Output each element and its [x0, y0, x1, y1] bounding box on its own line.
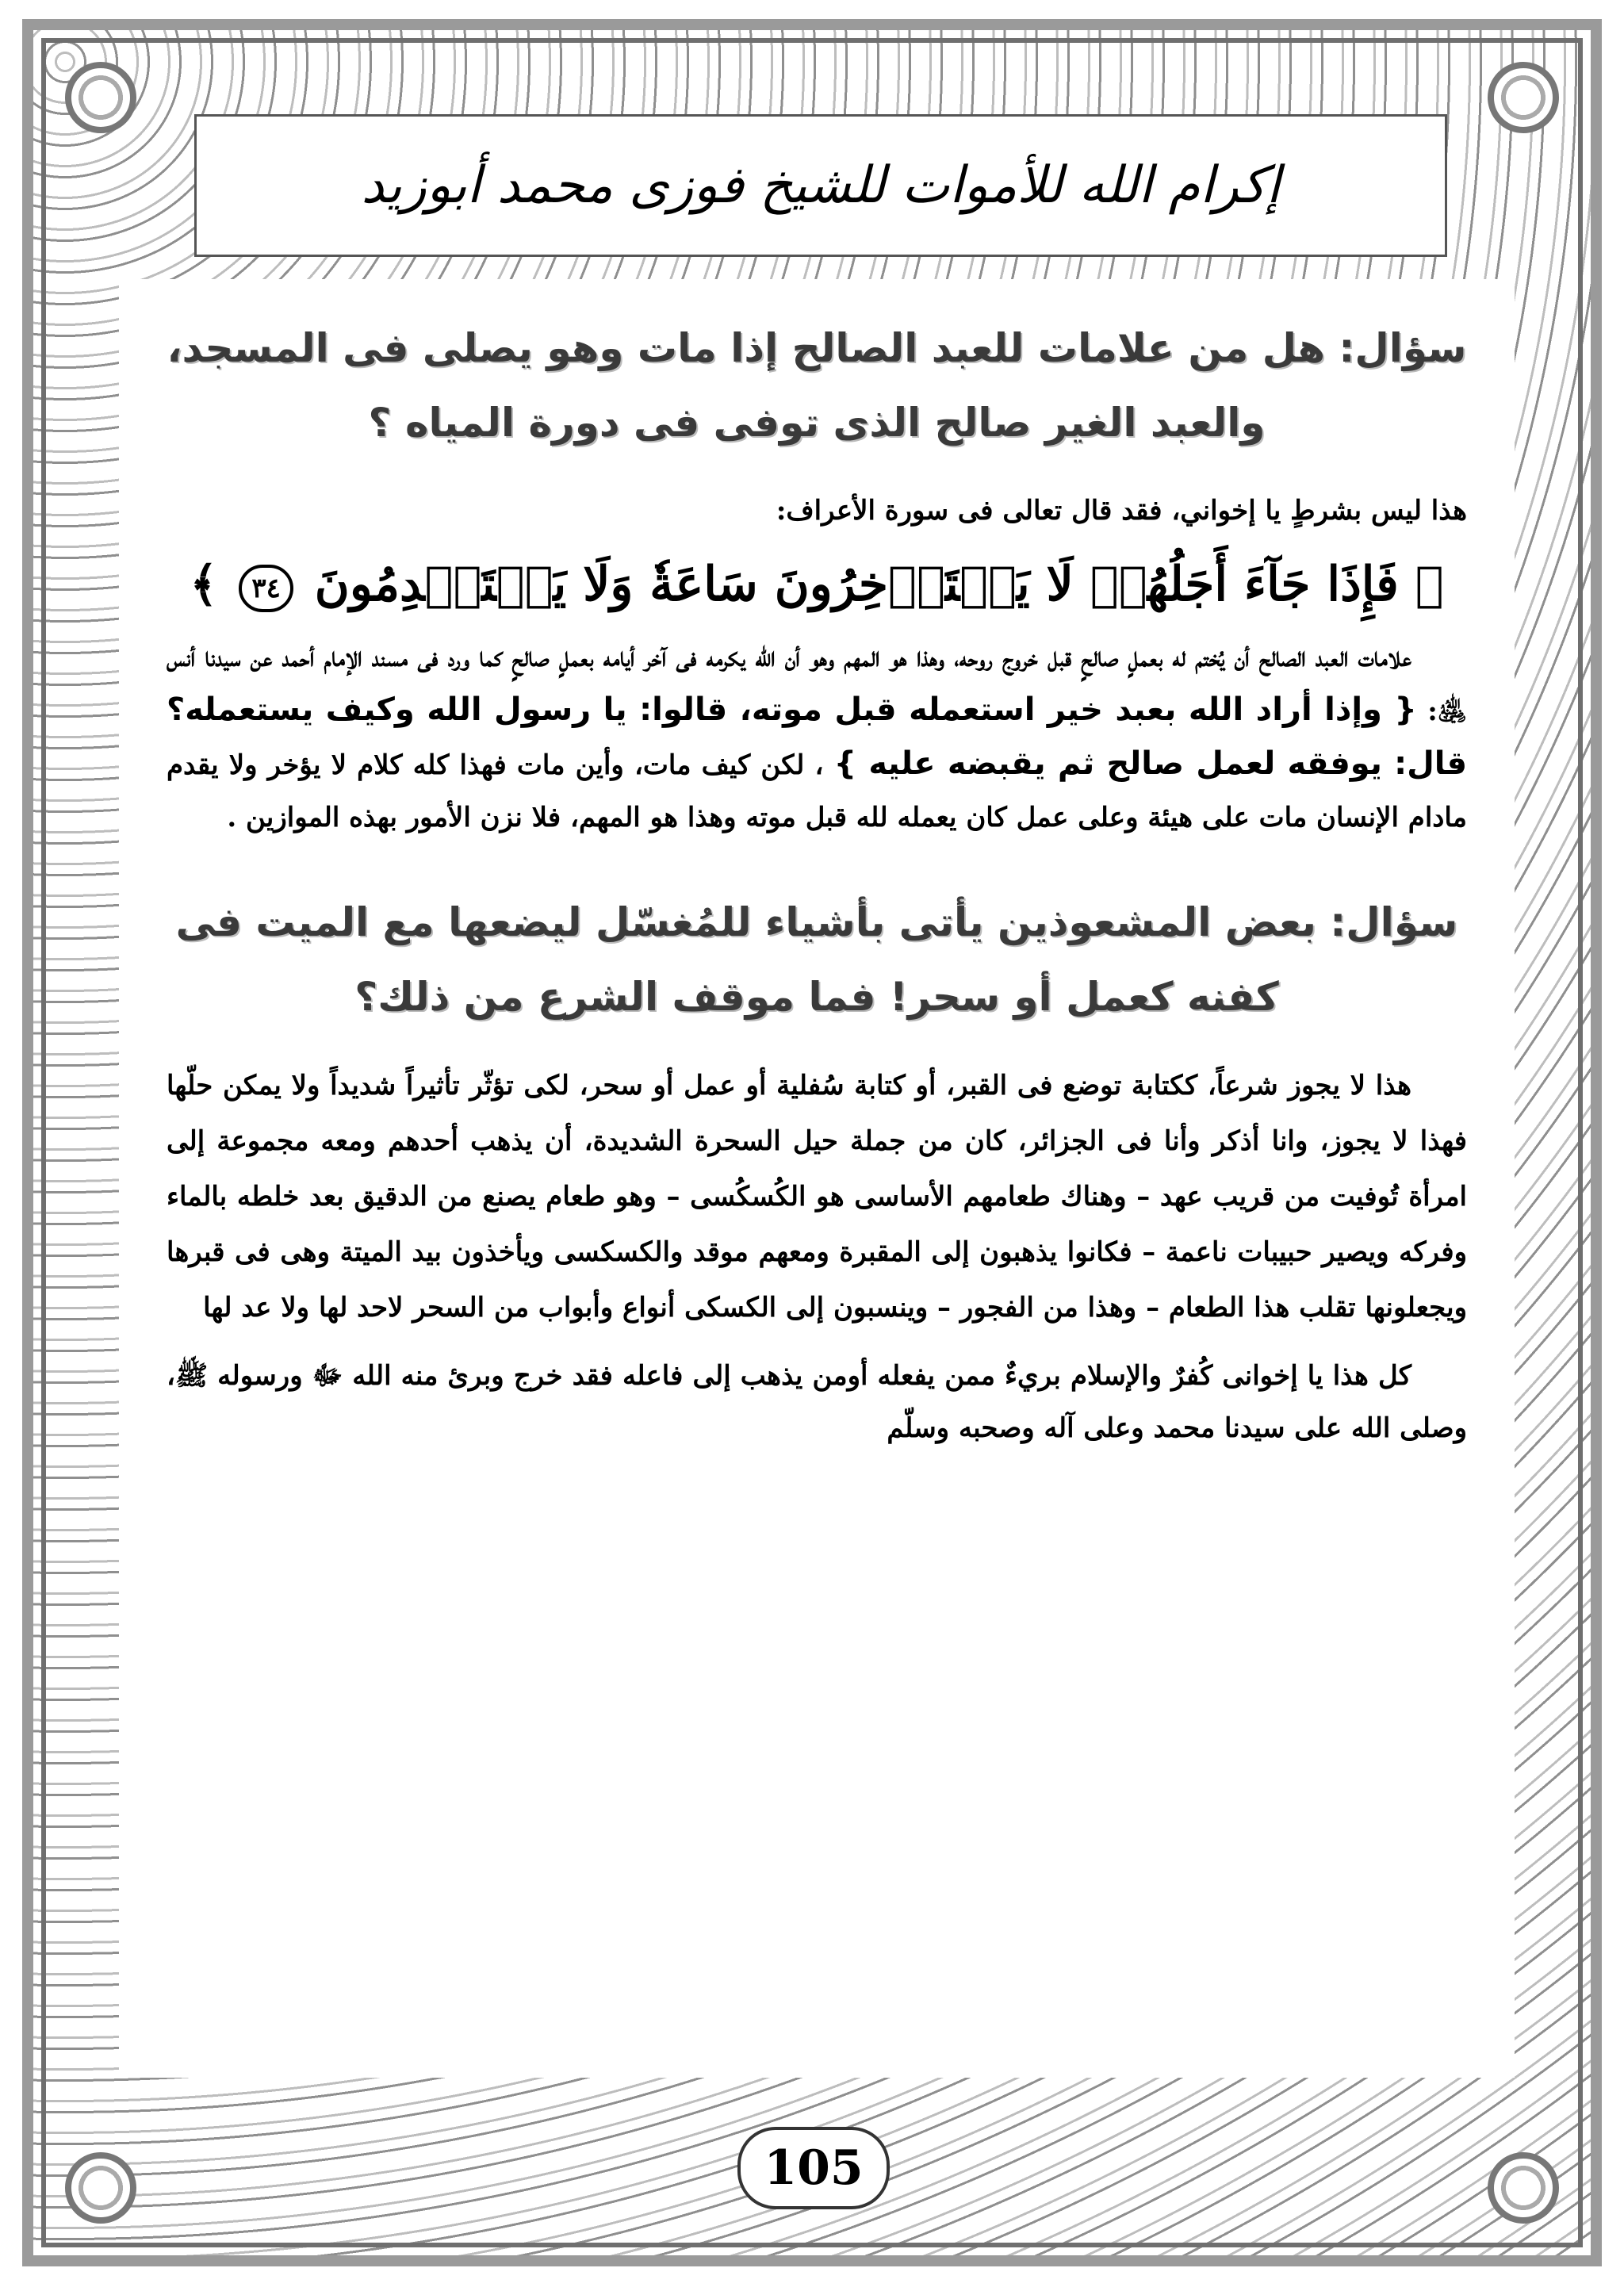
page-number-badge [737, 2127, 890, 2209]
answer-paragraph-3: كل هذا يا إخوانى كُفرٌ والإسلام بريءٌ ممن يفعله أومن يذهب إلى فاعله فقد خرج وبرئ منه الله ﷻ ورسوله ﷺ، وصلى الله على سيدنا محمد وعلى آله وصحبه وسلّم [167, 1360, 1467, 1444]
hadith-quote: { وإذا أراد الله بعبد خير استعمله قبل موته، قالوا: يا رسول الله وكيف يستعمله؟ قال: يوفقه لعمل صالح ثم يقبضه عليه } [167, 692, 1468, 782]
verse-number-badge: ٣٤ [239, 565, 293, 612]
page-content [119, 279, 1515, 2078]
quran-verse [167, 541, 1467, 628]
question-2-line-2: كفنه كعمل أو سحر! فما موقف الشرع من ذلك؟ [354, 974, 1279, 1020]
question-heading-1 [167, 311, 1467, 460]
question-1-line-2: والعبد الغير صالح الذى توفى فى دورة المياه ؟ [368, 400, 1266, 446]
question-heading-2 [167, 885, 1467, 1034]
verse-text: فَإِذَا جَآءَ أَجَلُهُمۡ لَا يَسۡتَأۡخِرُونَ سَاعَةٗ وَلَا يَسۡتَقۡدِمُونَ [314, 557, 1399, 612]
question-2-line-1: سؤال: بعض المشعوذين يأتى بأشياء للمُغسّل ليضعها مع الميت فى [175, 899, 1458, 945]
question-1-line-1: سؤال: هل من علامات للعبد الصالح إذا مات وهو يصلى فى المسجد، [167, 325, 1467, 371]
answer-paragraph-1 [167, 631, 1467, 844]
answer-paragraph-2: هذا لا يجوز شرعاً، ككتابة توضع فى القبر، أو كتابة سُفلية أو عمل أو سحر، لكى تؤثّر تأثيراً شديداً ولا يمكن حلّها فهذا لا يجوز، وانا أذكر وأنا فى الجزائر، كان من جملة حيل السحرة الشديدة، أن يذهب أحدهم ومعه مجموعة إلى امرأة تُوفيت من قريب عهد – وهناك طعامهم الأساسى هو الكُسكُسى – وهو طعام يصنع من الدقيق بعد خلطه بالماء وفركه ويصير حبيبات ناعمة – فكانوا يذهبون إلى المقبرة ومعهم موقد والكسكسى ويأخذون بيد الميتة وهى فى قبرها ويجعلونها تقلب هذا الطعام – وهذا من الفجور – وينسبون إلى الكسكى أنواع وأبواب من السحر لاحد لها ولا عد لها [167, 1070, 1467, 1324]
answer-intro: هذا ليس بشرطٍ يا إخواني، فقد قال تعالى فى سورة الأعراف: [776, 495, 1467, 527]
paragraph-text: ، لكن كيف مات، وأين مات فهذا كله كلام لا يؤخر ولا يقدم مادام الإنسان مات على هيئة وعلى عمل كان يعمله لله قبل موته وهذا هو المهم، فلا نزن الأمور بهذه الموازين . [167, 749, 1467, 833]
verse-close-bracket: ﴾ [190, 557, 218, 612]
corner-ornament-icon [65, 2152, 136, 2224]
page-number: 105 [764, 2140, 864, 2196]
verse-open-bracket: ﴿ [1415, 557, 1444, 612]
corner-ornament-icon [1488, 62, 1559, 133]
header-banner [194, 114, 1447, 257]
book-title: إكرام الله للأموات للشيخ فوزى محمد أبوزيد [361, 156, 1281, 215]
corner-ornament-icon [65, 62, 136, 133]
corner-ornament-icon [1488, 2152, 1559, 2224]
paragraph-text: علامات العبد الصالح أن يُختم له بعملٍ صالحٍ قبل خروج روحه، وهذا هو المهم وهو أن الله يكرمه فى آخر أيامه بعملٍ صالحٍ كما ورد فى مسند الإمام أحمد عن سيدنا أنس ﵁: [167, 642, 1467, 727]
